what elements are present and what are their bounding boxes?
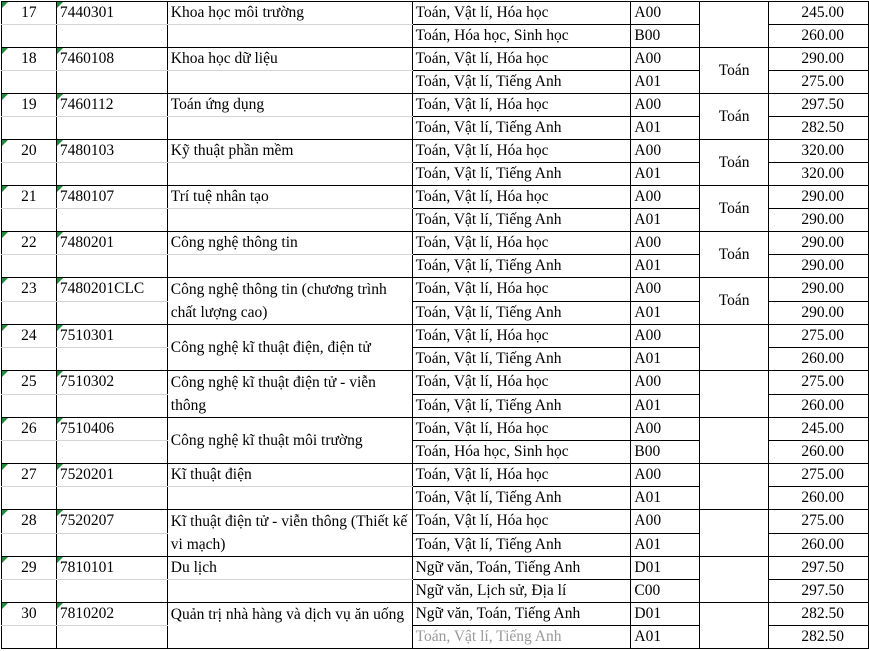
major-code-cell-empty[interactable]	[56, 209, 167, 232]
major-code-cell[interactable]: 7480201CLC	[56, 278, 167, 302]
subject-combo-cell[interactable]: Toán, Vật lí, Hóa học	[412, 140, 631, 163]
score-cell[interactable]: 245.00	[769, 418, 869, 441]
table-row	[2, 140, 869, 163]
subject-combo-cell[interactable]: Toán, Vật lí, Hóa học	[412, 2, 631, 25]
major-code-cell-empty[interactable]	[56, 301, 167, 325]
priority-subject-cell[interactable]	[700, 557, 769, 603]
table-row	[2, 510, 869, 534]
major-name-cell[interactable]: Công nghệ thông tin	[167, 232, 412, 255]
major-name-cell[interactable]: Khoa học môi trường	[167, 2, 412, 25]
major-name-cell-empty[interactable]	[167, 117, 412, 140]
row-number-cell-empty[interactable]	[2, 487, 57, 510]
block-code-cell[interactable]: A00	[631, 140, 700, 163]
score-cell[interactable]: 260.00	[769, 348, 869, 371]
table-row	[2, 325, 869, 348]
major-code-cell[interactable]: 7810202	[56, 603, 167, 626]
subject-combo-cell[interactable]: Toán, Vật lí, Tiếng Anh	[412, 533, 631, 557]
subject-combo-cell[interactable]: Toán, Vật lí, Tiếng Anh	[412, 394, 631, 418]
row-number-cell-empty[interactable]	[2, 301, 57, 325]
major-name-cell-empty[interactable]	[167, 209, 412, 232]
table-row	[2, 603, 869, 626]
major-name-cell[interactable]: Quản trị nhà hàng và dịch vụ ăn uống	[167, 603, 412, 649]
admission-scores-table	[1, 1, 869, 649]
block-code-cell[interactable]: C00	[631, 580, 700, 603]
major-name-cell-empty[interactable]	[167, 25, 412, 48]
row-number-cell[interactable]: 22	[2, 232, 57, 255]
score-cell[interactable]: 290.00	[769, 48, 869, 71]
major-code-cell-empty[interactable]	[56, 487, 167, 510]
subject-combo-cell[interactable]: Toán, Vật lí, Tiếng Anh	[412, 301, 631, 325]
score-cell[interactable]: 282.50	[769, 603, 869, 626]
row-number-cell-empty[interactable]	[2, 163, 57, 186]
major-code-cell[interactable]: 7480103	[56, 140, 167, 163]
score-cell[interactable]: 282.50	[769, 626, 869, 649]
block-code-cell[interactable]: A01	[631, 487, 700, 510]
table-row	[2, 186, 869, 209]
major-name-cell[interactable]: Công nghệ kĩ thuật môi trường	[167, 418, 412, 464]
score-cell[interactable]: 245.00	[769, 2, 869, 25]
subject-combo-cell[interactable]: Toán, Vật lí, Hóa học	[412, 278, 631, 302]
row-number-cell[interactable]: 26	[2, 418, 57, 441]
row-number-cell-empty[interactable]	[2, 626, 57, 649]
priority-subject-cell[interactable]	[700, 325, 769, 371]
subject-combo-cell[interactable]: Toán, Vật lí, Hóa học	[412, 325, 631, 348]
major-code-cell-empty[interactable]	[56, 25, 167, 48]
block-code-cell[interactable]: B00	[631, 25, 700, 48]
table-row	[2, 48, 869, 71]
score-cell[interactable]: 290.00	[769, 278, 869, 302]
major-code-cell-empty[interactable]	[56, 117, 167, 140]
priority-subject-cell[interactable]: Toán	[700, 186, 769, 232]
priority-subject-cell[interactable]: Toán	[700, 48, 769, 94]
major-name-cell[interactable]: Kĩ thuật điện	[167, 464, 412, 487]
subject-combo-cell[interactable]: Ngữ văn, Lịch sử, Địa lí	[412, 580, 631, 603]
block-code-cell[interactable]: A00	[631, 418, 700, 441]
major-code-cell-empty[interactable]	[56, 163, 167, 186]
priority-subject-cell[interactable]	[700, 418, 769, 464]
major-code-cell[interactable]: 7510406	[56, 418, 167, 441]
priority-subject-cell[interactable]: Toán	[700, 140, 769, 186]
table-row	[2, 418, 869, 441]
subject-combo-cell[interactable]: Toán, Vật lí, Hóa học	[412, 232, 631, 255]
score-cell[interactable]: 290.00	[769, 255, 869, 278]
major-code-cell[interactable]: 7480107	[56, 186, 167, 209]
subject-combo-cell[interactable]: Toán, Hóa học, Sinh học	[412, 441, 631, 464]
priority-subject-cell[interactable]: Toán	[700, 94, 769, 140]
major-name-cell[interactable]: Công nghệ kĩ thuật điện tử - viễn thông	[167, 371, 412, 418]
table-row	[2, 464, 869, 487]
subject-combo-cell[interactable]: Toán, Vật lí, Hóa học	[412, 48, 631, 71]
block-code-cell[interactable]: B00	[631, 441, 700, 464]
major-code-cell-empty[interactable]	[56, 626, 167, 649]
row-number-cell[interactable]: 20	[2, 140, 57, 163]
table-row	[2, 557, 869, 580]
subject-combo-cell[interactable]: Ngữ văn, Toán, Tiếng Anh	[412, 603, 631, 626]
subject-combo-cell[interactable]: Toán, Vật lí, Hóa học	[412, 186, 631, 209]
row-number-cell[interactable]: 28	[2, 510, 57, 534]
table-row	[2, 371, 869, 395]
subject-combo-cell[interactable]: Ngữ văn, Toán, Tiếng Anh	[412, 557, 631, 580]
row-number-cell[interactable]: 23	[2, 278, 57, 302]
major-name-cell-empty[interactable]	[167, 255, 412, 278]
major-code-cell[interactable]: 7520201	[56, 464, 167, 487]
block-code-cell[interactable]: A01	[631, 533, 700, 557]
major-code-cell[interactable]: 7810101	[56, 557, 167, 580]
block-code-cell[interactable]: A00	[631, 48, 700, 71]
score-cell[interactable]: 320.00	[769, 140, 869, 163]
row-number-cell[interactable]: 29	[2, 557, 57, 580]
block-code-cell[interactable]: A01	[631, 71, 700, 94]
priority-subject-cell[interactable]	[700, 2, 769, 48]
priority-subject-cell[interactable]	[700, 464, 769, 510]
score-cell[interactable]: 260.00	[769, 25, 869, 48]
block-code-cell[interactable]: A01	[631, 163, 700, 186]
major-name-cell-empty[interactable]	[167, 580, 412, 603]
table-row	[2, 278, 869, 302]
table-row	[2, 2, 869, 25]
major-code-cell[interactable]: 7510302	[56, 371, 167, 395]
score-cell[interactable]: 282.50	[769, 117, 869, 140]
major-name-cell[interactable]: Trí tuệ nhân tạo	[167, 186, 412, 209]
score-cell[interactable]: 260.00	[769, 533, 869, 557]
row-number-cell-empty[interactable]	[2, 580, 57, 603]
subject-combo-cell[interactable]: Toán, Vật lí, Hóa học	[412, 371, 631, 395]
block-code-cell[interactable]: A01	[631, 348, 700, 371]
score-cell[interactable]: 290.00	[769, 301, 869, 325]
major-code-cell-empty[interactable]	[56, 71, 167, 94]
score-cell[interactable]: 275.00	[769, 371, 869, 395]
row-number-cell-empty[interactable]	[2, 441, 57, 464]
subject-combo-cell[interactable]: Toán, Vật lí, Hóa học	[412, 94, 631, 117]
row-number-cell[interactable]: 30	[2, 603, 57, 626]
subject-combo-cell[interactable]: Toán, Vật lí, Tiếng Anh	[412, 487, 631, 510]
major-name-cell[interactable]: Khoa học dữ liệu	[167, 48, 412, 71]
major-code-cell[interactable]: 7460108	[56, 48, 167, 71]
score-cell[interactable]: 297.50	[769, 94, 869, 117]
block-code-cell[interactable]: A00	[631, 232, 700, 255]
row-number-cell[interactable]: 17	[2, 2, 57, 25]
major-code-cell-empty[interactable]	[56, 441, 167, 464]
score-cell[interactable]: 290.00	[769, 232, 869, 255]
row-number-cell-empty[interactable]	[2, 25, 57, 48]
block-code-cell[interactable]: A00	[631, 371, 700, 395]
major-name-cell-empty[interactable]	[167, 163, 412, 186]
priority-subject-cell[interactable]: Toán	[700, 232, 769, 278]
major-name-cell[interactable]: Du lịch	[167, 557, 412, 580]
table-row	[2, 232, 869, 255]
subject-combo-cell[interactable]: Toán, Vật lí, Hóa học	[412, 464, 631, 487]
row-number-cell[interactable]: 25	[2, 371, 57, 395]
subject-combo-cell[interactable]: Toán, Vật lí, Tiếng Anh	[412, 163, 631, 186]
subject-combo-cell[interactable]: Toán, Vật lí, Tiếng Anh	[412, 348, 631, 371]
block-code-cell[interactable]: A01	[631, 301, 700, 325]
score-cell[interactable]: 320.00	[769, 163, 869, 186]
row-number-cell[interactable]: 18	[2, 48, 57, 71]
major-name-cell[interactable]: Công nghệ kĩ thuật điện, điện tử	[167, 325, 412, 371]
block-code-cell[interactable]: D01	[631, 557, 700, 580]
score-cell[interactable]: 260.00	[769, 441, 869, 464]
row-number-cell-empty[interactable]	[2, 209, 57, 232]
score-cell[interactable]: 260.00	[769, 487, 869, 510]
subject-combo-cell[interactable]: Toán, Vật lí, Hóa học	[412, 510, 631, 534]
priority-subject-cell[interactable]	[700, 371, 769, 418]
major-name-cell[interactable]: Kỹ thuật phần mềm	[167, 140, 412, 163]
major-code-cell[interactable]: 7520207	[56, 510, 167, 534]
major-code-cell[interactable]: 7510301	[56, 325, 167, 348]
score-cell[interactable]: 275.00	[769, 510, 869, 534]
block-code-cell[interactable]: A01	[631, 255, 700, 278]
subject-combo-cell[interactable]: Toán, Vật lí, Tiếng Anh	[412, 209, 631, 232]
block-code-cell[interactable]: A01	[631, 209, 700, 232]
score-cell[interactable]: 290.00	[769, 209, 869, 232]
block-code-cell[interactable]: A00	[631, 186, 700, 209]
subject-combo-cell[interactable]: Toán, Hóa học, Sinh học	[412, 25, 631, 48]
block-code-cell[interactable]: A00	[631, 325, 700, 348]
subject-combo-cell[interactable]: Toán, Vật lí, Tiếng Anh	[412, 117, 631, 140]
major-code-cell-empty[interactable]	[56, 580, 167, 603]
block-code-cell[interactable]: A00	[631, 464, 700, 487]
score-cell[interactable]: 275.00	[769, 325, 869, 348]
row-number-cell[interactable]: 21	[2, 186, 57, 209]
major-code-cell[interactable]: 7480201	[56, 232, 167, 255]
block-code-cell[interactable]: D01	[631, 603, 700, 626]
row-number-cell[interactable]: 27	[2, 464, 57, 487]
row-number-cell-empty[interactable]	[2, 117, 57, 140]
major-code-cell[interactable]: 7440301	[56, 2, 167, 25]
subject-combo-cell[interactable]: Toán, Vật lí, Tiếng Anh	[412, 71, 631, 94]
subject-combo-cell[interactable]: Toán, Vật lí, Hóa học	[412, 418, 631, 441]
row-number-cell-empty[interactable]	[2, 255, 57, 278]
score-cell[interactable]: 275.00	[769, 464, 869, 487]
major-code-cell-empty[interactable]	[56, 255, 167, 278]
major-code-cell-empty[interactable]	[56, 348, 167, 371]
subject-combo-cell[interactable]: Toán, Vật lí, Tiếng Anh	[412, 626, 631, 649]
major-name-cell-empty[interactable]	[167, 71, 412, 94]
major-code-cell-empty[interactable]	[56, 394, 167, 418]
major-name-cell[interactable]: Công nghệ thông tin (chương trình chất lượng cao)	[167, 278, 412, 325]
subject-combo-cell[interactable]: Toán, Vật lí, Tiếng Anh	[412, 255, 631, 278]
major-name-cell[interactable]: Toán ứng dụng	[167, 94, 412, 117]
table-row	[2, 94, 869, 117]
block-code-cell[interactable]: A00	[631, 510, 700, 534]
major-name-cell[interactable]: Kĩ thuật điện tử - viễn thông (Thiết kế vi mạch)	[167, 510, 412, 557]
row-number-cell-empty[interactable]	[2, 394, 57, 418]
score-cell[interactable]: 297.50	[769, 557, 869, 580]
priority-subject-cell[interactable]	[700, 603, 769, 649]
major-code-cell-empty[interactable]	[56, 533, 167, 557]
score-cell[interactable]: 290.00	[769, 186, 869, 209]
priority-subject-cell[interactable]	[700, 510, 769, 557]
major-code-cell[interactable]: 7460112	[56, 94, 167, 117]
block-code-cell[interactable]: A01	[631, 394, 700, 418]
row-number-cell-empty[interactable]	[2, 71, 57, 94]
row-number-cell[interactable]: 19	[2, 94, 57, 117]
score-cell[interactable]: 260.00	[769, 394, 869, 418]
score-cell[interactable]: 297.50	[769, 580, 869, 603]
major-name-cell-empty[interactable]	[167, 487, 412, 510]
block-code-cell[interactable]: A00	[631, 94, 700, 117]
row-number-cell[interactable]: 24	[2, 325, 57, 348]
block-code-cell[interactable]: A01	[631, 117, 700, 140]
block-code-cell[interactable]: A00	[631, 2, 700, 25]
row-number-cell-empty[interactable]	[2, 533, 57, 557]
block-code-cell[interactable]: A00	[631, 278, 700, 302]
score-cell[interactable]: 275.00	[769, 71, 869, 94]
block-code-cell[interactable]: A01	[631, 626, 700, 649]
priority-subject-cell[interactable]: Toán	[700, 278, 769, 325]
row-number-cell-empty[interactable]	[2, 348, 57, 371]
